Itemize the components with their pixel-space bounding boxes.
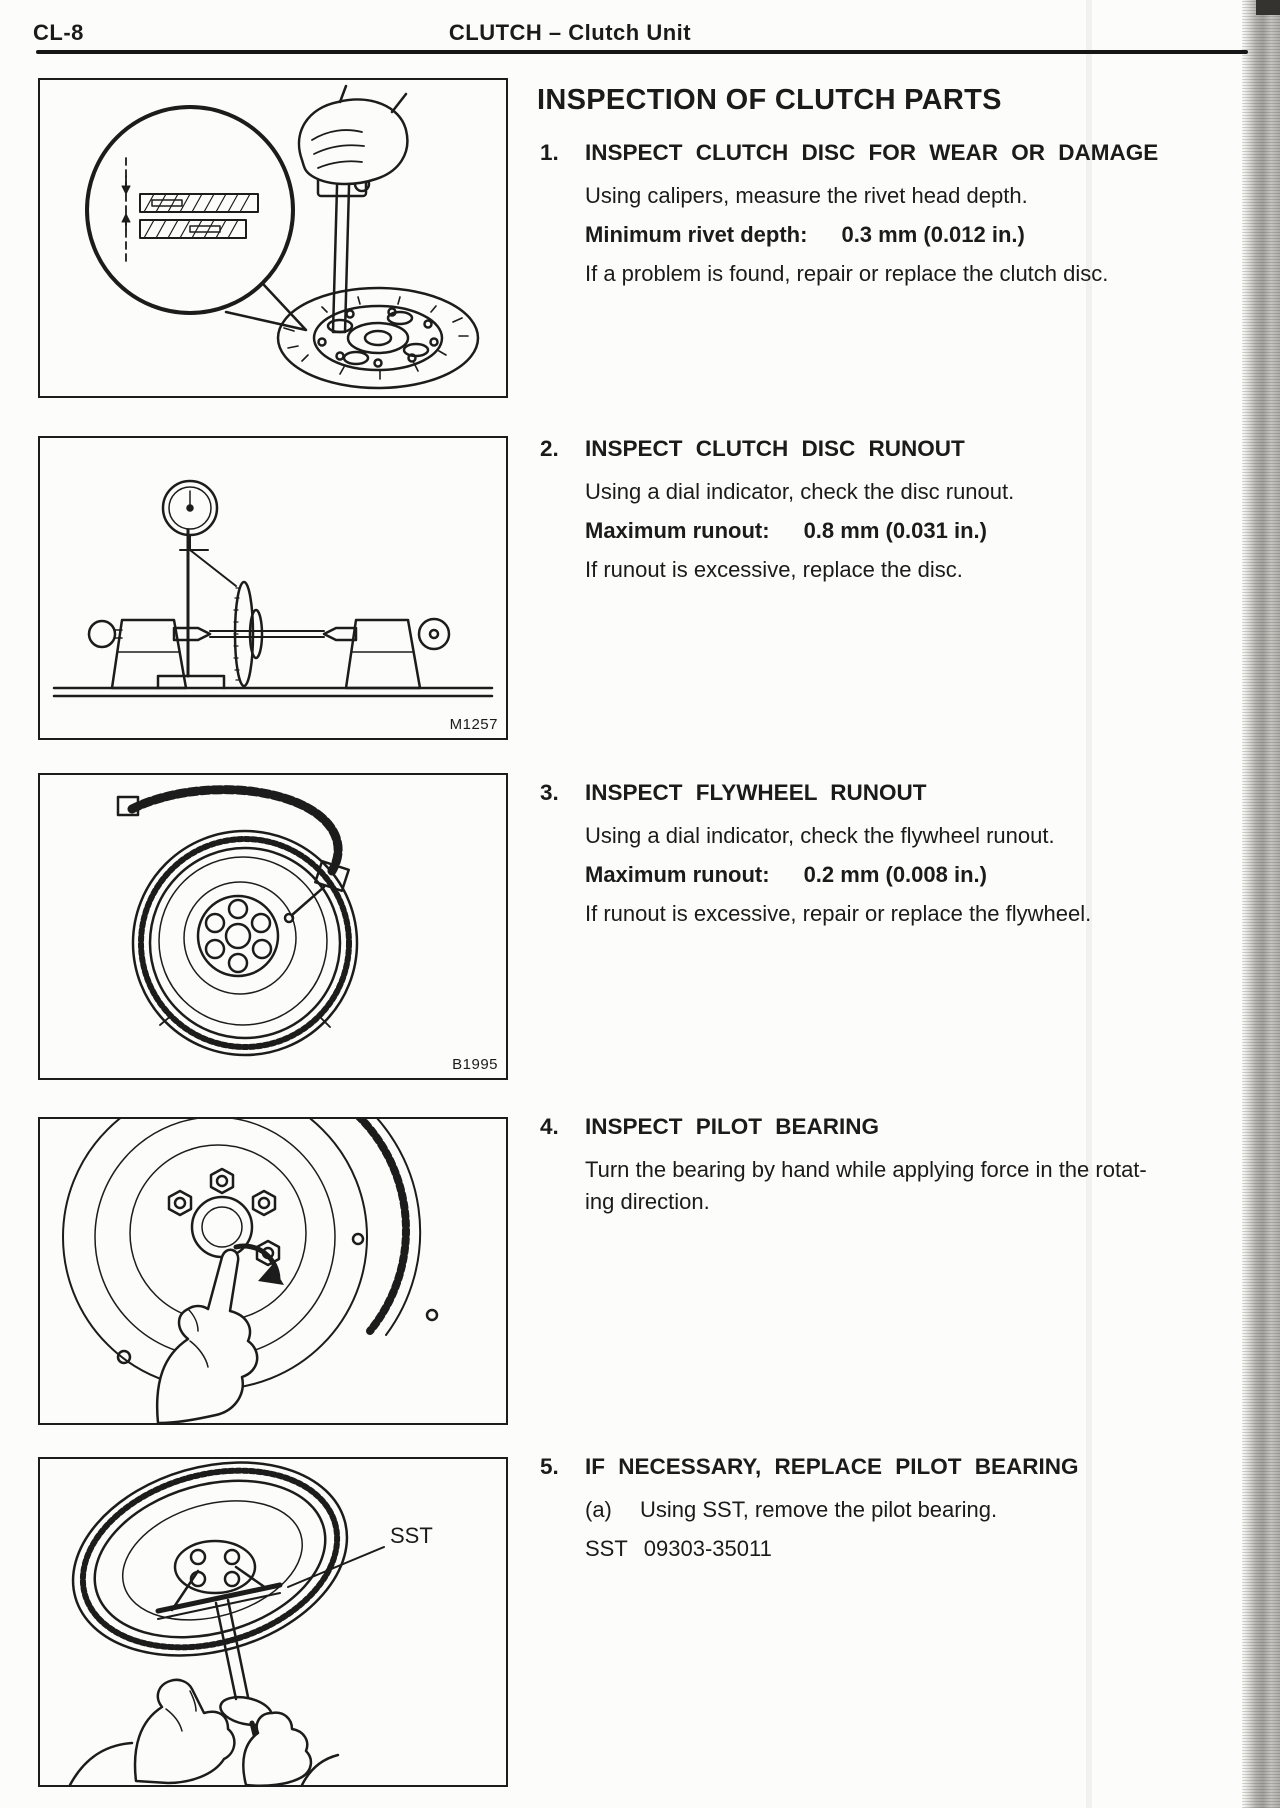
magnifier-balloon [87, 107, 293, 313]
step-text-line: ing direction. [585, 1189, 710, 1214]
figure-clutch-disc-rivet-depth [38, 78, 508, 398]
step-number: 2. [540, 436, 559, 461]
step-text: Using a dial indicator, check the disc runout. [585, 479, 1015, 504]
step-heading-text: INSPECT CLUTCH DISC FOR WEAR OR DAMAGE [585, 140, 1159, 165]
sst-line [585, 1533, 1246, 1564]
step-1 [540, 138, 1246, 297]
spec-value: 0.8 mm (0.031 in.) [803, 518, 987, 543]
sst-label: SST [585, 1536, 628, 1561]
rivet-depth-drawing [40, 80, 506, 396]
sst-number: 09303-35011 [643, 1536, 772, 1561]
depth-gauge-and-hand [299, 86, 407, 332]
scan-corner-mark [1256, 0, 1280, 15]
spec-line [585, 219, 1246, 250]
spec-value: 0.3 mm (0.012 in.) [841, 222, 1025, 247]
step-heading-text: IF NECESSARY, REPLACE PILOT BEARING [585, 1454, 1079, 1479]
hub-and-bolts [175, 1541, 255, 1593]
step-4-heading [540, 1112, 1246, 1142]
dial-indicator [158, 481, 236, 688]
substep-text: Using SST, remove the pilot bearing. [640, 1497, 998, 1522]
sst-callout-label: SST [390, 1523, 433, 1548]
clutch-disc-drawing [278, 288, 478, 388]
figure-pilot-bearing-turn [38, 1117, 508, 1425]
step-text: Using a dial indicator, check the flywheel runout. [585, 823, 1055, 848]
step-number: 5. [540, 1454, 559, 1479]
step-2 [540, 434, 1246, 593]
flywheel-drawing [133, 831, 357, 1055]
step-heading-text: INSPECT CLUTCH DISC RUNOUT [585, 436, 965, 461]
page-code: CL-8 [33, 20, 84, 45]
step-4 [540, 1112, 1246, 1226]
hands-drawing [70, 1680, 338, 1785]
sst-callout-group [288, 1523, 433, 1587]
step-heading-text: INSPECT FLYWHEEL RUNOUT [585, 780, 927, 805]
sst-removal-drawing [40, 1459, 506, 1785]
step-5-heading [540, 1452, 1246, 1482]
chapter-title: CLUTCH – Clutch Unit [448, 20, 692, 45]
spec-label: Maximum runout: [585, 862, 770, 887]
step-5 [540, 1452, 1246, 1572]
spec-label: Minimum rivet depth: [585, 222, 808, 247]
figure-code: M1257 [449, 716, 498, 733]
spec-value: 0.2 mm (0.008 in.) [803, 862, 987, 887]
figure-clutch-disc-runout [38, 436, 508, 740]
substep-a [585, 1494, 1246, 1525]
disc-runout-drawing [40, 438, 506, 738]
scan-page-edge [1242, 0, 1280, 1808]
pilot-bearing-turn-drawing [40, 1119, 506, 1423]
step-2-heading [540, 434, 1246, 464]
step-number: 1. [540, 140, 559, 165]
step-3-heading [540, 778, 1246, 808]
header-rule [36, 50, 1248, 54]
step-1-heading [540, 138, 1246, 168]
figure-flywheel-runout [38, 773, 508, 1080]
section-title: INSPECTION OF CLUTCH PARTS [537, 84, 1002, 116]
spec-line [585, 859, 1246, 890]
left-center-stand [89, 620, 210, 688]
substep-label: (a) [585, 1497, 612, 1522]
spec-label: Maximum runout: [585, 518, 770, 543]
spec-line [585, 515, 1246, 546]
rivet-cross-section [122, 158, 258, 266]
step-text: Using calipers, measure the rivet head depth. [585, 183, 1028, 208]
right-center-stand [324, 619, 449, 688]
step-text: If a problem is found, repair or replace the clutch disc. [585, 261, 1109, 286]
step-number: 3. [540, 780, 559, 805]
step-text [585, 1154, 1246, 1218]
step-number: 4. [540, 1114, 559, 1139]
step-text-line: Turn the bearing by hand while applying force in the rotat- [585, 1157, 1147, 1182]
step-text: If runout is excessive, replace the disc. [585, 557, 963, 582]
step-heading-text: INSPECT PILOT BEARING [585, 1114, 880, 1139]
figure-pilot-bearing-sst-removal [38, 1457, 508, 1787]
flywheel-runout-drawing [40, 775, 506, 1078]
hand-drawing [157, 1250, 257, 1423]
figure-code: B1995 [452, 1056, 498, 1073]
step-text: If runout is excessive, repair or replace the flywheel. [585, 901, 1092, 926]
clutch-disc-on-shaft [234, 582, 262, 686]
step-3 [540, 778, 1246, 937]
rotation-arrow [236, 1246, 284, 1285]
